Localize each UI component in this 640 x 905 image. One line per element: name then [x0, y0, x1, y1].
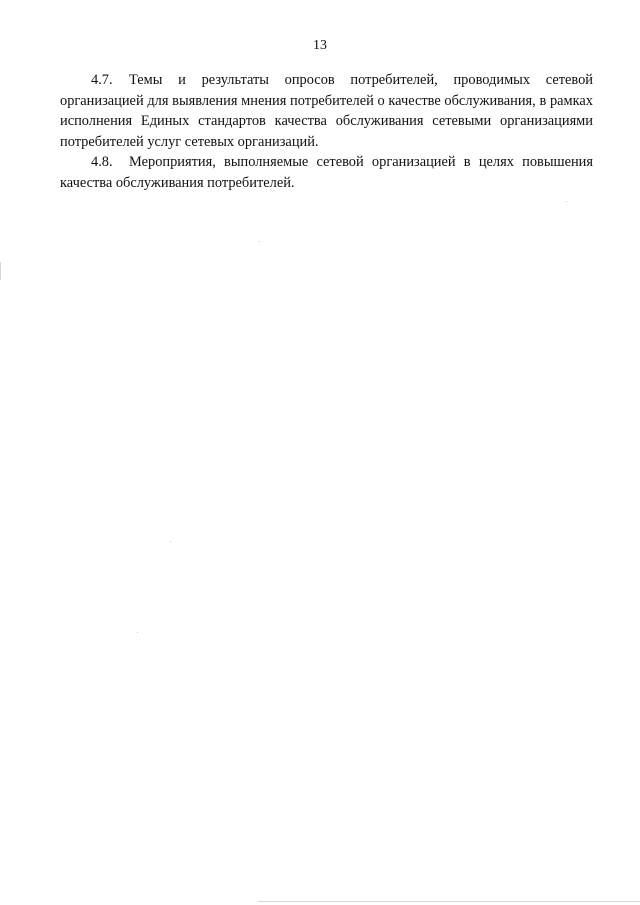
paragraph-4-7	[60, 70, 593, 152]
scan-speck	[259, 241, 260, 242]
paragraph-text: Мероприятия, выполняемые сетевой организацией в целях повышения качества обслуживания потребителей.	[60, 154, 593, 191]
paragraph-text: Темы и результаты опросов потребителей, проводимых сетевой организацией для выявления мнения потребителей о качестве обслуживания, в рамках исполнения Единых стандартов качества обслуживания сетевыми организациями потребителей услуг сетевых организаций.	[60, 72, 593, 150]
document-body	[60, 70, 593, 193]
scan-speck	[566, 201, 567, 202]
scan-speck	[137, 632, 138, 633]
scan-speck	[170, 541, 171, 542]
paragraph-number: 4.8.	[91, 154, 113, 170]
paragraph-number: 4.7.	[91, 72, 113, 88]
paragraph-4-8	[60, 152, 593, 193]
scan-edge-mark	[0, 262, 1, 280]
page-number: 13	[313, 38, 327, 53]
scan-bottom-edge	[258, 901, 640, 902]
